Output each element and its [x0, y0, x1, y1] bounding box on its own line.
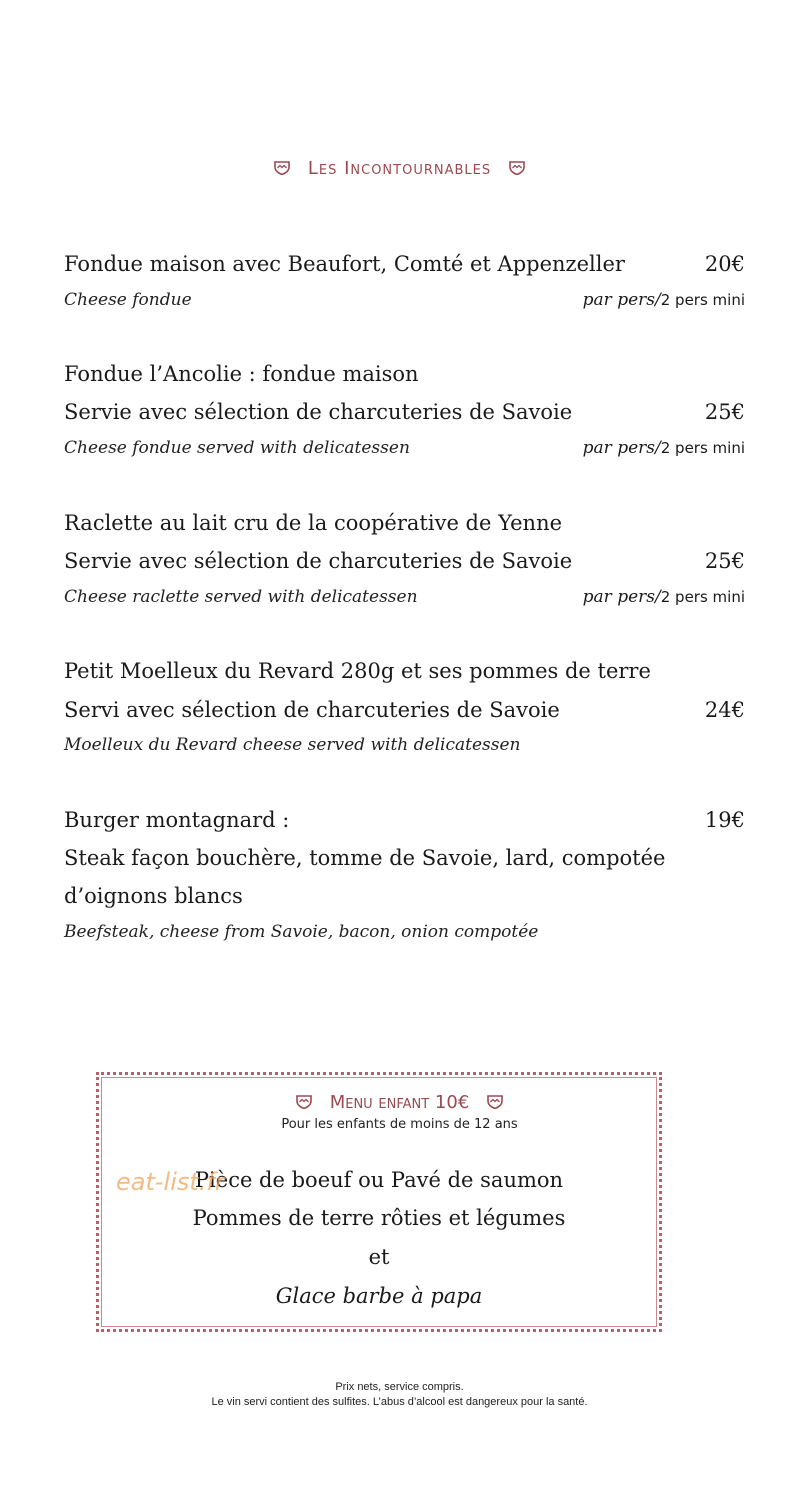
kids-menu-line: et	[368, 1245, 390, 1269]
shield-crest-icon	[487, 1095, 503, 1109]
kids-menu-title-text: Menu enfant 10€	[329, 1092, 470, 1113]
dish-english: Beefsteak, cheese from Savoie, bacon, onion compotée	[64, 922, 539, 942]
per-person-note: par pers/2 pers mini	[582, 438, 745, 458]
dish-english: Cheese fondue served with delicatessen	[64, 438, 410, 458]
dish-name: Fondue maison avec Beaufort, Comté et Appenzeller	[64, 252, 625, 276]
section-title-text: Les Incontournables	[307, 158, 492, 179]
dish-english: Moelleux du Revard cheese served with delicatessen	[64, 735, 521, 755]
footer-line: Prix nets, service compris.	[335, 1381, 464, 1393]
section-title	[0, 158, 799, 179]
dish-english: Cheese fondue	[64, 290, 192, 310]
dish-description: Servi avec sélection de charcuteries de Savoie	[64, 698, 560, 722]
dish-description: d’oignons blancs	[64, 884, 243, 908]
dish-description: Steak façon bouchère, tomme de Savoie, lard, compotée	[64, 846, 666, 870]
kids-menu-subtitle: Pour les enfants de moins de 12 ans	[281, 1117, 518, 1132]
watermark: eat-list.fr	[116, 1168, 225, 1196]
footer-line: Le vin servi contient des sulfites. L’abus d’alcool est dangereux pour la santé.	[211, 1396, 588, 1408]
dish-description: Servie avec sélection de charcuteries de Savoie	[64, 549, 573, 573]
kids-menu-line: Pommes de terre rôties et légumes	[192, 1206, 566, 1230]
dish-price: 25€	[704, 400, 745, 424]
shield-crest-icon	[274, 161, 290, 175]
dish-price: 19€	[704, 808, 745, 832]
per-person-note: par pers/2 pers mini	[582, 290, 745, 310]
dish-price: 25€	[704, 549, 745, 573]
dish-name: Fondue l’Ancolie : fondue maison	[64, 362, 419, 386]
dish-description: Servie avec sélection de charcuteries de Savoie	[64, 400, 573, 424]
dish-name: Raclette au lait cru de la coopérative de Yenne	[64, 511, 563, 535]
kids-menu-title	[0, 1092, 799, 1113]
per-person-note: par pers/2 pers mini	[582, 587, 745, 607]
kids-menu-line: Pièce de boeuf ou Pavé de saumon	[194, 1168, 564, 1192]
dish-price: 20€	[704, 252, 745, 276]
dish-english: Cheese raclette served with delicatessen	[64, 587, 418, 607]
shield-crest-icon	[509, 161, 525, 175]
kids-menu-dessert: Glace barbe à papa	[275, 1284, 483, 1308]
dish-name: Burger montagnard :	[64, 808, 290, 832]
dish-price: 24€	[704, 698, 745, 722]
dish-name: Petit Moelleux du Revard 280g et ses pommes de terre	[64, 659, 651, 683]
shield-crest-icon	[296, 1095, 312, 1109]
